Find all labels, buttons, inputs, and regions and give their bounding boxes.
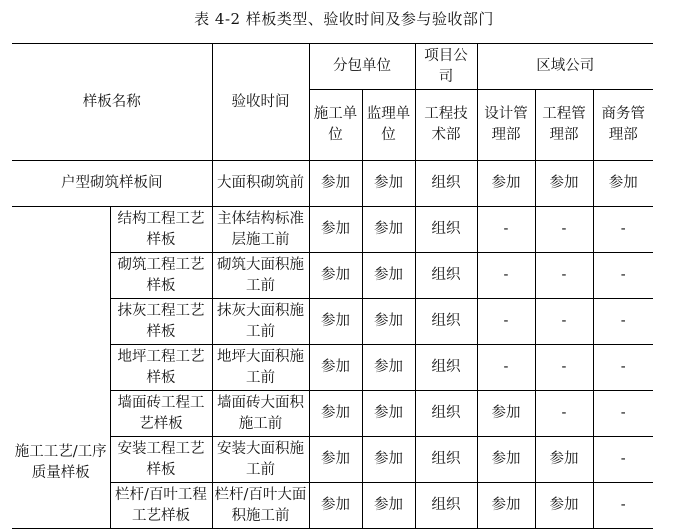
cell-construction: 参加 <box>309 299 362 345</box>
cell-design: - <box>477 299 535 345</box>
cell-supervision: 参加 <box>362 391 415 437</box>
row-name: 抹灰工程工艺样板 <box>110 299 212 345</box>
header-construction: 施工单位 <box>309 90 362 161</box>
cell-eng: - <box>535 391 593 437</box>
cell-biz: - <box>593 207 653 253</box>
row-time: 栏杆/百叶大面积施工前 <box>212 483 309 529</box>
table-row <box>12 207 653 253</box>
row-time: 地坪大面积施工前 <box>212 345 309 391</box>
row-name: 结构工程工艺样板 <box>110 207 212 253</box>
row-time: 砌筑大面积施工前 <box>212 253 309 299</box>
cell-biz: 参加 <box>593 161 653 207</box>
cell-design: 参加 <box>477 161 535 207</box>
row-name: 户型砌筑样板间 <box>12 161 212 207</box>
row-name: 地坪工程工艺样板 <box>110 345 212 391</box>
header-supervision: 监理单位 <box>362 90 415 161</box>
cell-construction: 参加 <box>309 253 362 299</box>
row-time: 抹灰大面积施工前 <box>212 299 309 345</box>
cell-biz: - <box>593 391 653 437</box>
cell-construction: 参加 <box>309 483 362 529</box>
header-business-mgmt: 商务管理部 <box>593 90 653 161</box>
cell-supervision: 参加 <box>362 207 415 253</box>
cell-supervision: 参加 <box>362 345 415 391</box>
cell-supervision: 参加 <box>362 253 415 299</box>
cell-biz: - <box>593 253 653 299</box>
row-time: 主体结构标准层施工前 <box>212 207 309 253</box>
cell-eng: - <box>535 207 593 253</box>
cell-design: - <box>477 345 535 391</box>
cell-construction: 参加 <box>309 207 362 253</box>
header-accept-time: 验收时间 <box>212 44 309 161</box>
cell-tech: 组织 <box>415 391 477 437</box>
cell-tech: 组织 <box>415 161 477 207</box>
cell-design: - <box>477 253 535 299</box>
cell-biz: - <box>593 345 653 391</box>
cell-tech: 组织 <box>415 299 477 345</box>
cell-eng: - <box>535 299 593 345</box>
cell-eng: 参加 <box>535 437 593 483</box>
header-regional-company: 区域公司 <box>477 44 653 90</box>
cell-construction: 参加 <box>309 161 362 207</box>
cell-design: 参加 <box>477 391 535 437</box>
header-sample-name: 样板名称 <box>12 44 212 161</box>
row-time: 墙面砖大面积施工前 <box>212 391 309 437</box>
cell-design: - <box>477 207 535 253</box>
row-time: 大面积砌筑前 <box>212 161 309 207</box>
cell-tech: 组织 <box>415 483 477 529</box>
cell-design: 参加 <box>477 483 535 529</box>
row-time: 安装大面积施工前 <box>212 437 309 483</box>
cell-biz: - <box>593 483 653 529</box>
cell-construction: 参加 <box>309 437 362 483</box>
table-row <box>12 161 653 207</box>
table-caption: 表 4-2 样板类型、验收时间及参与验收部门 <box>194 10 494 28</box>
row-name: 安装工程工艺样板 <box>110 437 212 483</box>
group-label: 施工工艺/工序质量样板 <box>12 207 110 529</box>
header-design-mgmt: 设计管理部 <box>477 90 535 161</box>
cell-construction: 参加 <box>309 345 362 391</box>
row-name: 墙面砖工程工艺样板 <box>110 391 212 437</box>
cell-biz: - <box>593 299 653 345</box>
cell-design: 参加 <box>477 437 535 483</box>
cell-construction: 参加 <box>309 391 362 437</box>
cell-tech: 组织 <box>415 437 477 483</box>
header-row-1 <box>12 44 653 90</box>
header-engineering-mgmt: 工程管理部 <box>535 90 593 161</box>
row-name: 栏杆/百叶工程工艺样板 <box>110 483 212 529</box>
cell-supervision: 参加 <box>362 299 415 345</box>
cell-supervision: 参加 <box>362 483 415 529</box>
acceptance-table <box>12 43 653 529</box>
row-name: 砌筑工程工艺样板 <box>110 253 212 299</box>
header-subcontract: 分包单位 <box>309 44 415 90</box>
header-engineering-tech: 工程技术部 <box>415 90 477 161</box>
header-project-company: 项目公司 <box>415 44 477 90</box>
cell-eng: - <box>535 345 593 391</box>
cell-eng: 参加 <box>535 483 593 529</box>
cell-tech: 组织 <box>415 253 477 299</box>
cell-eng: - <box>535 253 593 299</box>
cell-eng: 参加 <box>535 161 593 207</box>
cell-tech: 组织 <box>415 207 477 253</box>
cell-supervision: 参加 <box>362 437 415 483</box>
cell-tech: 组织 <box>415 345 477 391</box>
cell-biz: - <box>593 437 653 483</box>
cell-supervision: 参加 <box>362 161 415 207</box>
